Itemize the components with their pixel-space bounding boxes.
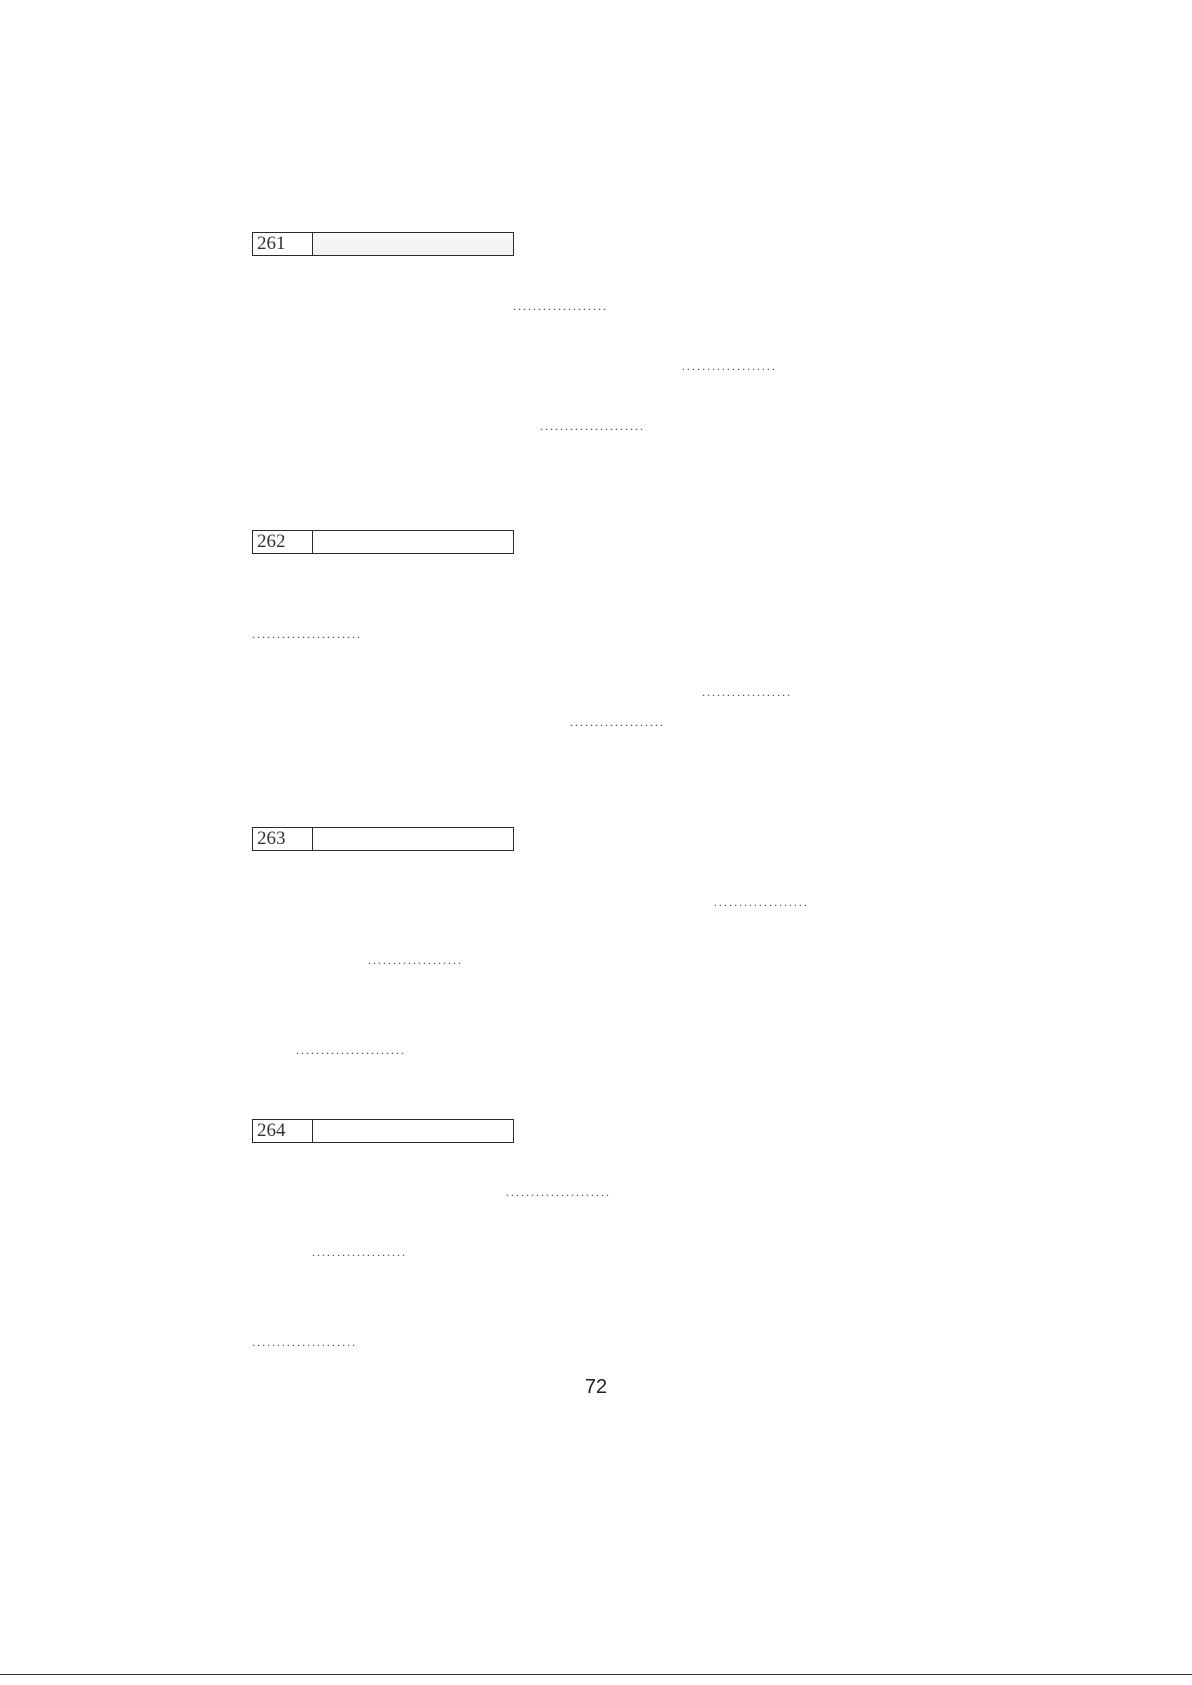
question-263-box	[252, 827, 514, 851]
question-262-blank-2[interactable]: ..................	[702, 685, 792, 699]
question-262-box	[252, 530, 514, 554]
question-262-blank-1[interactable]: ......................	[252, 627, 362, 641]
question-264-blank-3[interactable]: .....................	[252, 1335, 357, 1349]
question-261-number: 261	[253, 233, 313, 255]
question-262-answer-field[interactable]	[313, 531, 513, 553]
question-264-number: 264	[253, 1120, 313, 1142]
question-263-blank-2[interactable]: ...................	[368, 953, 463, 967]
question-263-blank-1[interactable]: ...................	[714, 895, 809, 909]
question-261-blank-1[interactable]: ...................	[513, 299, 608, 313]
question-261-box	[252, 232, 514, 256]
question-263-blank-3[interactable]: ......................	[296, 1043, 406, 1057]
question-264-answer-field[interactable]	[313, 1120, 513, 1142]
question-262-blank-3[interactable]: ...................	[570, 715, 665, 729]
question-261-blank-3[interactable]: .....................	[540, 419, 645, 433]
question-262-number: 262	[253, 531, 313, 553]
question-261-blank-2[interactable]: ...................	[682, 359, 777, 373]
question-264-blank-2[interactable]: ...................	[312, 1245, 407, 1259]
page-bottom-rule	[0, 1674, 1192, 1675]
question-263-number: 263	[253, 828, 313, 850]
question-264-box	[252, 1119, 514, 1143]
question-261-answer-field[interactable]	[313, 233, 513, 255]
question-263-answer-field[interactable]	[313, 828, 513, 850]
page-number: 72	[584, 1376, 608, 1398]
question-264-blank-1[interactable]: .....................	[506, 1185, 611, 1199]
